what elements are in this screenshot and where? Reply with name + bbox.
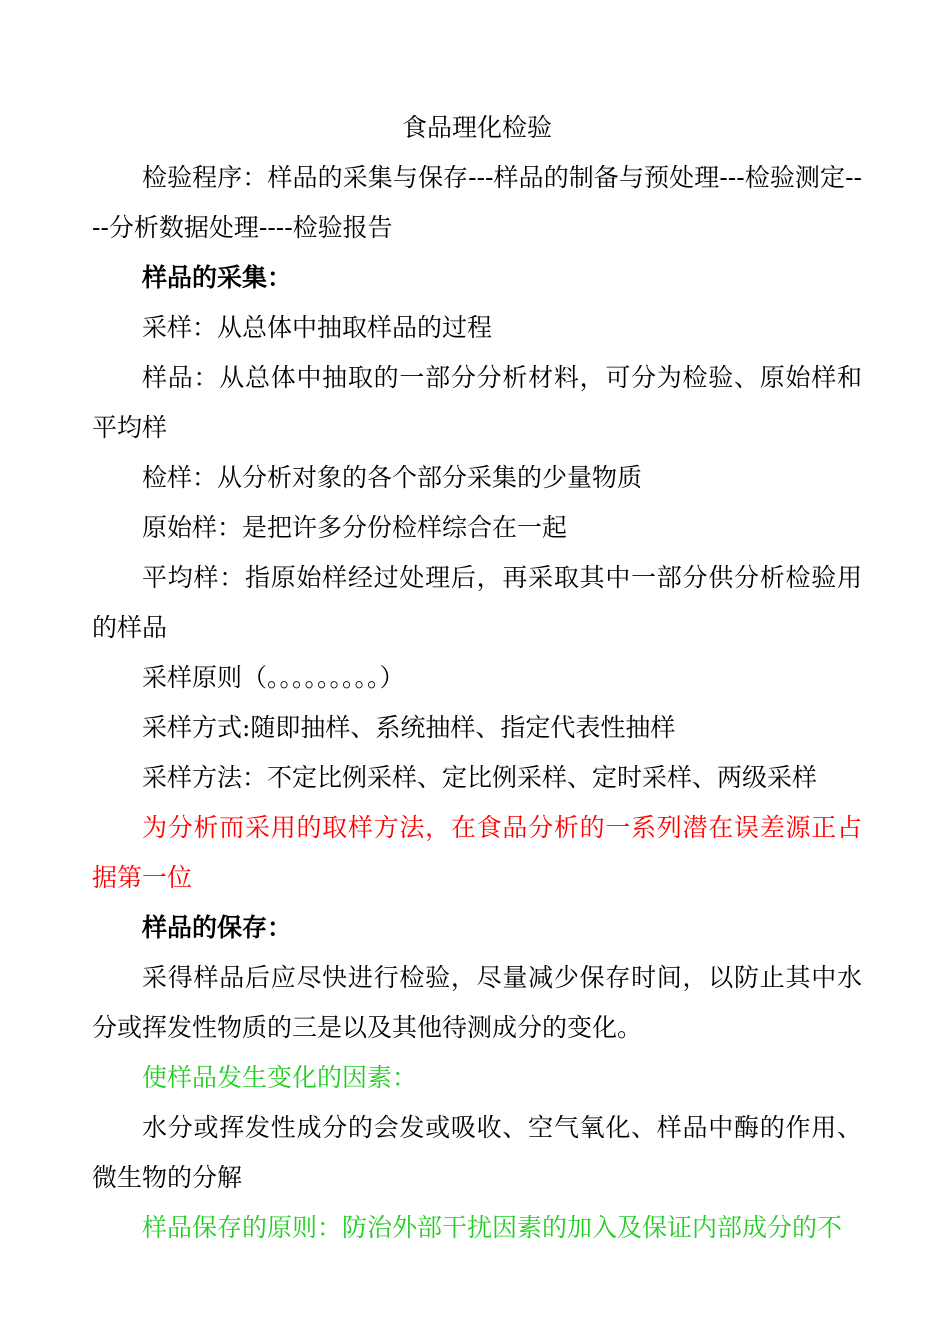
paragraph-change-factors: 水分或挥发性成分的会发或吸收、空气氧化、样品中酶的作用、微生物的分解 [92,1113,862,1192]
paragraph-inspection-procedure: 检验程序：样品的采集与保存---样品的制备与预处理---检验测定----分析数据处理----检验报告 [92,163,862,242]
highlight-storage-principle: 样品保存的原则：防治外部干扰因素的加入及保证内部成分的不 [142,1213,843,1242]
paragraph-average-sample: 平均样：指原始样经过处理后，再采取其中一部分供分析检验用的样品 [92,563,862,642]
highlight-change-factors-heading: 使样品发生变化的因素： [142,1063,418,1092]
paragraph-sampling-definition: 采样：从总体中抽取样品的过程 [142,313,493,342]
highlight-sampling-error-note: 为分析而采用的取样方法，在食品分析的一系列潜在误差源正占据第一位 [92,813,862,892]
paragraph-sampling-methods: 采样方法：不定比例采样、定比例采样、定时采样、两级采样 [142,763,818,792]
document-body [92,103,862,1253]
paragraph-storage-advice: 采得样品后应尽快进行检验，尽量减少保存时间，以防止其中水分或挥发性物质的三是以及其他待测成分的变化。 [92,963,862,1042]
heading-sample-collection: 样品的采集： [142,263,293,292]
paragraph-sampling-principles: 采样原则（。。。。。。。。。） [142,663,405,692]
document-title: 食品理化检验 [401,113,552,142]
paragraph-sampling-modes: 采样方式:随即抽样、系统抽样、指定代表性抽样 [142,713,676,742]
heading-sample-storage: 样品的保存： [142,913,293,942]
paragraph-test-sample: 检样：从分析对象的各个部分采集的少量物质 [142,463,643,492]
paragraph-sample-definition: 样品：从总体中抽取的一部分分析材料，可分为检验、原始样和平均样 [92,363,862,442]
paragraph-original-sample: 原始样：是把许多分份检样综合在一起 [142,513,568,542]
